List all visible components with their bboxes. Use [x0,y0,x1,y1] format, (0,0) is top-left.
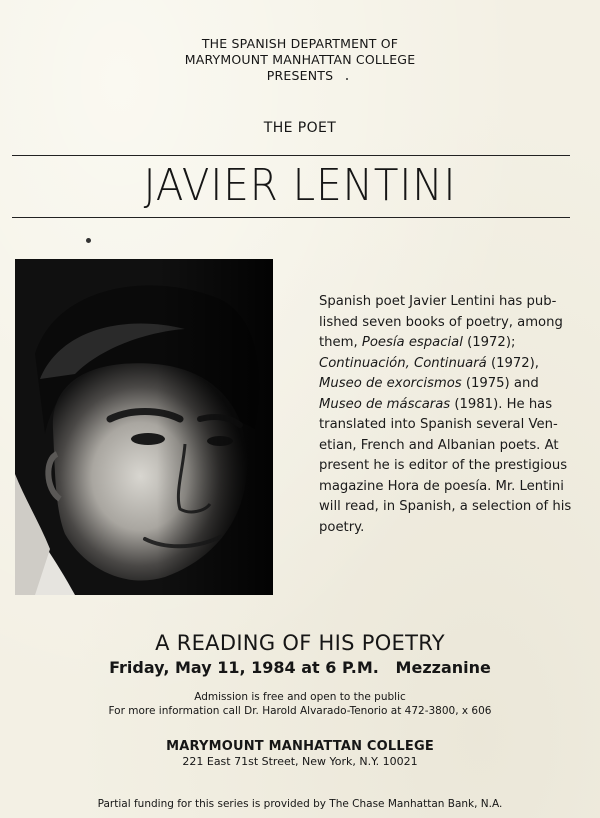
bio-line: lished seven books of poetry, among [319,314,563,330]
event-datetime [0,657,600,679]
bio-line: etian, French and Albanian poets. At [319,437,559,453]
paper-speck [346,78,348,80]
portrait-photo-icon [15,259,273,595]
subtitle: THE POET [263,120,337,136]
poet-biography [319,292,581,538]
bio-line: will read, in Spanish, a selection of his [319,499,572,514]
book-title: Museo de máscaras [319,396,451,412]
presenter-line-3: PRESENTS [266,68,334,83]
event-date: Friday, May 11, 1984 at 6 P.M. [109,658,379,677]
bio-line: Museo de máscaras (1981). He has [319,396,553,412]
book-title: Poesía espacial [361,335,463,350]
divider-bottom [12,217,570,218]
event-title: A READING OF HIS POETRY [155,631,445,655]
divider-top [12,155,570,156]
bio-line: Continuación, Continuará (1972), [319,355,540,371]
bio-line: Museo de exorcismos (1975) and [319,376,539,391]
bio-line: Spanish poet Javier Lentini has pub- [319,294,557,309]
funding-credit: Partial funding for this series is provided by The Chase Manhattan Bank, N.A. [97,798,503,810]
event-location: Mezzanine [395,658,491,677]
bio-line: them, Poesía espacial (1972); [319,335,516,350]
college-address: 221 East 71st Street, New York, N.Y. 10021 [182,755,418,768]
presenter-line-1: THE SPANISH DEPARTMENT OF [201,36,399,51]
book-title: Museo de exorcismos [319,376,462,391]
bio-line: magazine Hora de poesía. Mr. Lentini [319,478,564,494]
poet-name-title: JAVIER LENTINI [143,160,457,211]
contact-info: For more information call Dr. Harold Alvarado-Tenorio at 472-3800, x 606 [108,705,492,717]
presenter-line-2: MARYMOUNT MANHATTAN COLLEGE [184,52,416,67]
bio-line: present he is editor of the prestigious [319,458,568,473]
book-title: Continuación, Continuará [319,355,487,371]
admission-info [0,690,600,718]
portrait-photo [15,259,273,595]
paper-speck [86,238,91,243]
bio-line: poetry. [319,519,365,535]
college-name: MARYMOUNT MANHATTAN COLLEGE [166,739,434,754]
bio-line: translated into Spanish several Ven- [319,417,558,432]
presenter-heading [0,36,600,84]
admission-text: Admission is free and open to the public [194,691,406,703]
